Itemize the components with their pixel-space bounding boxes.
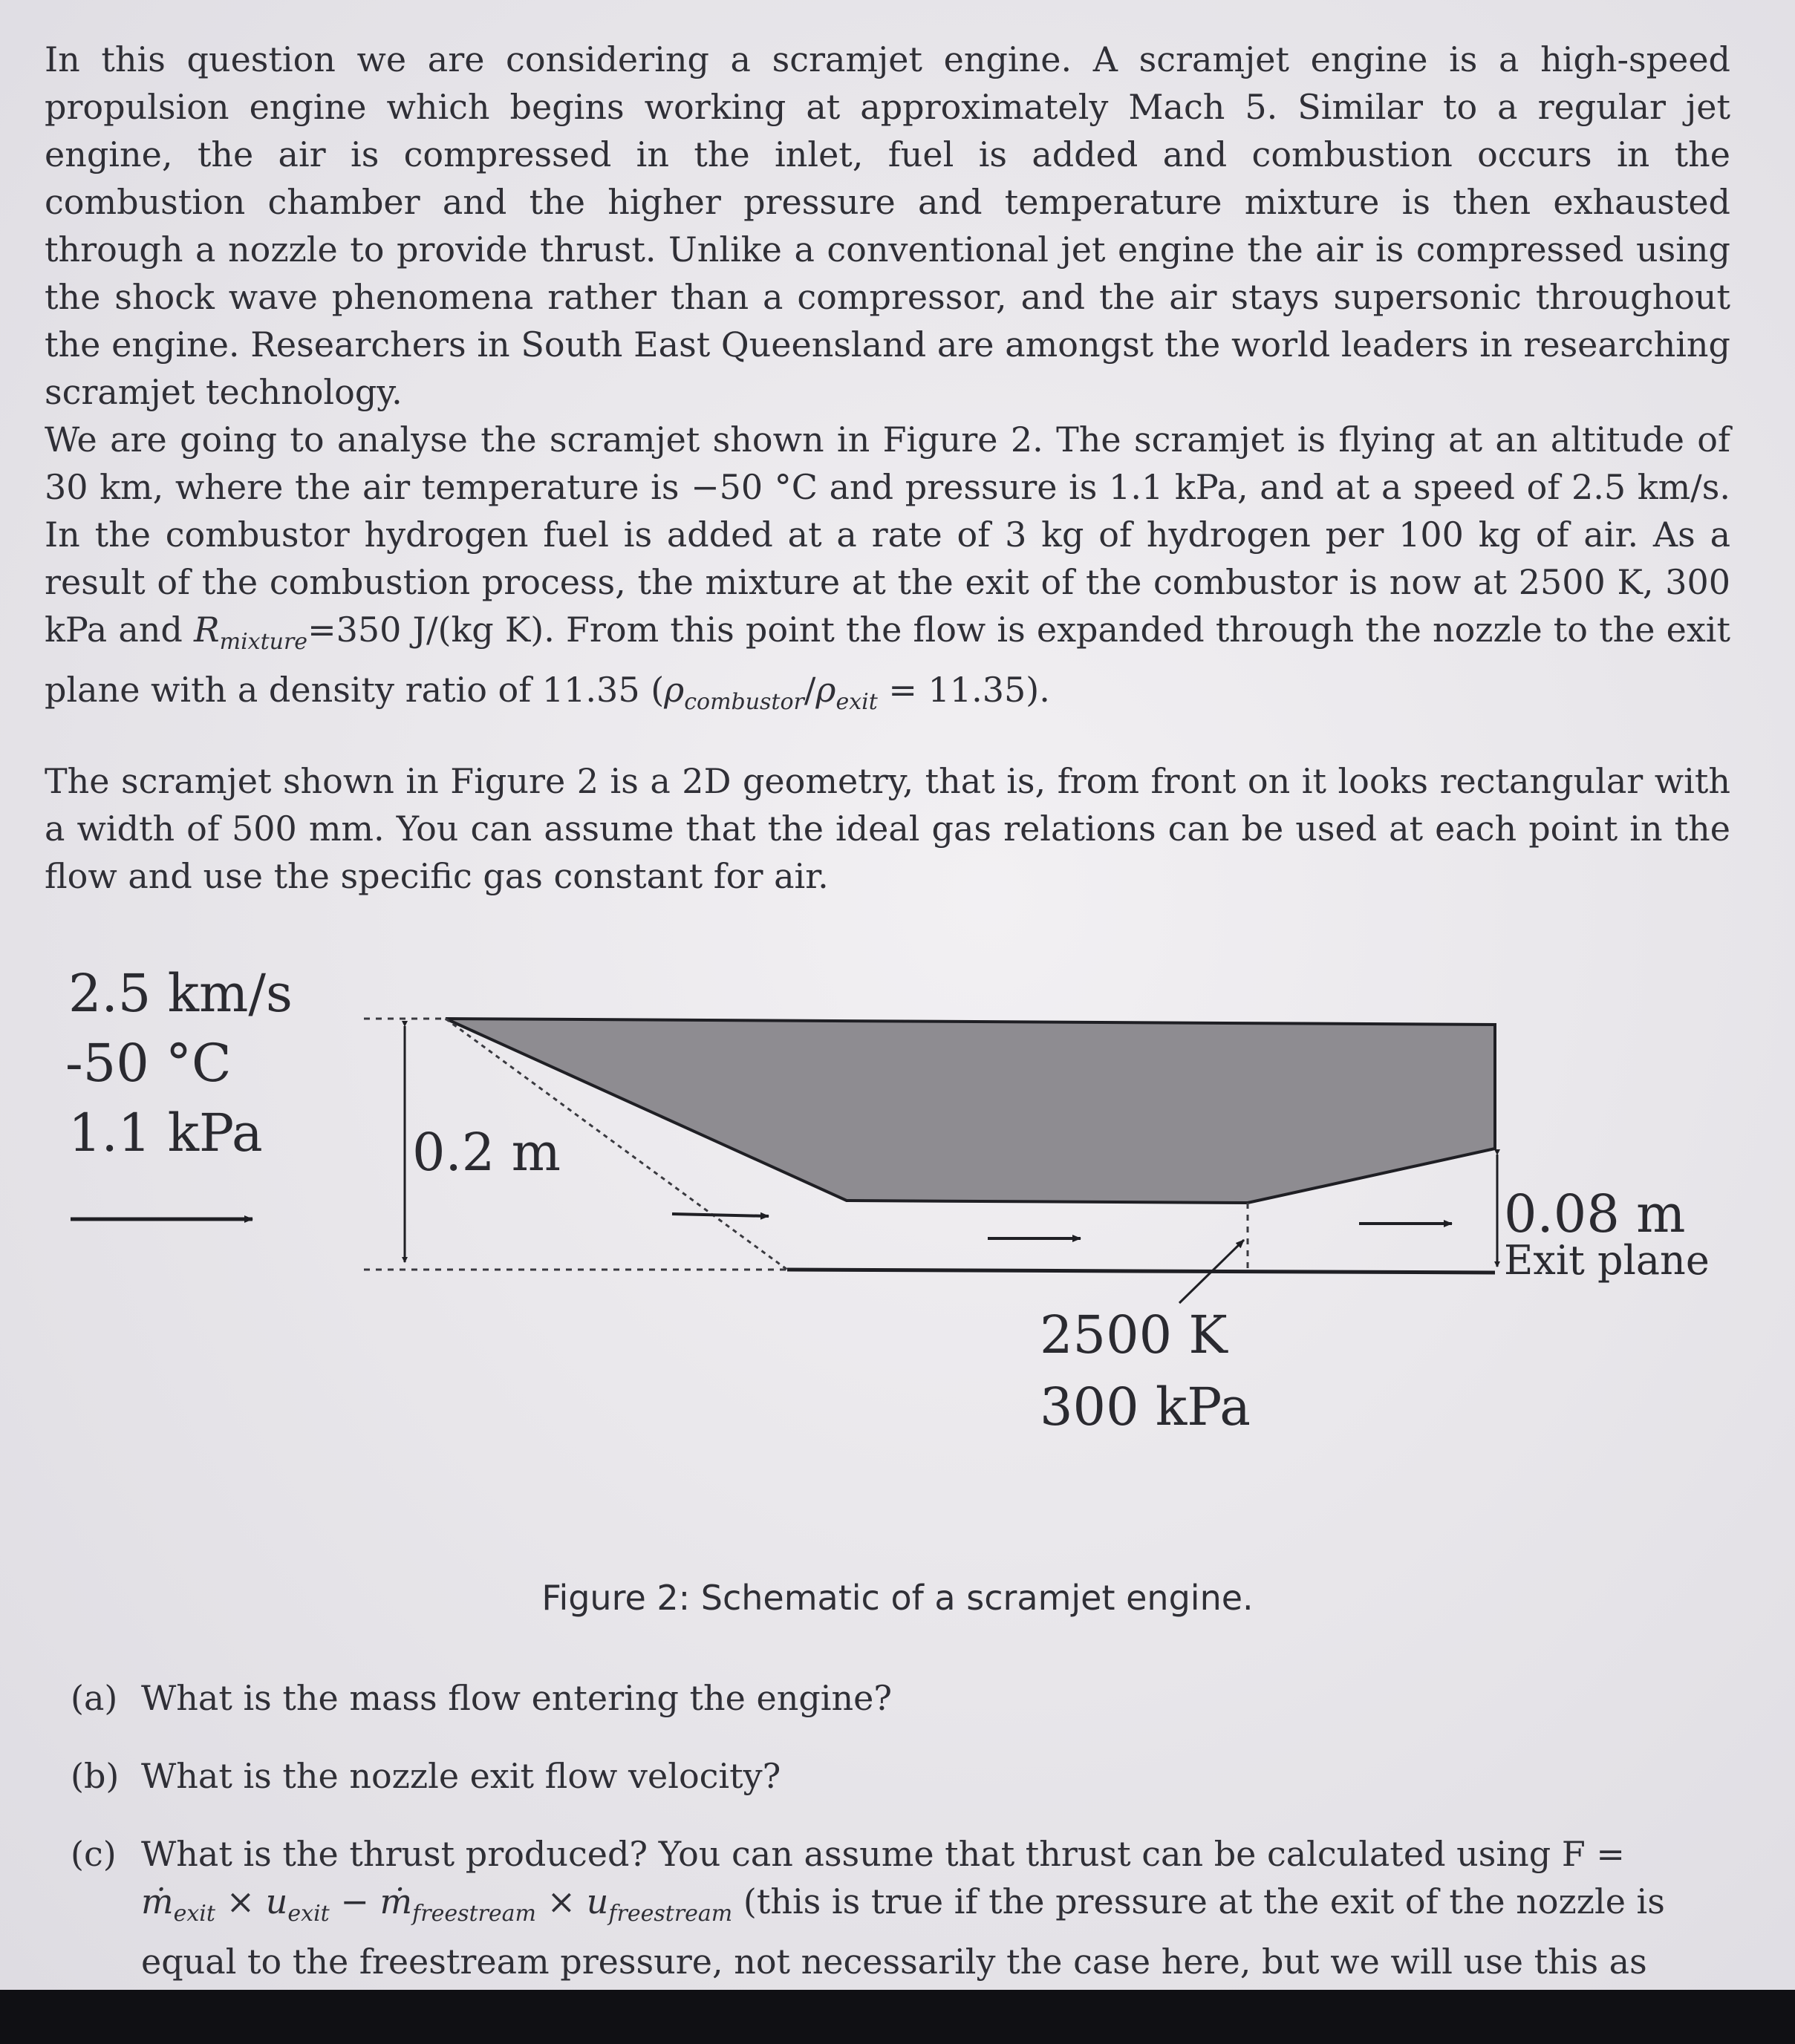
minus-symbol: −: [329, 1881, 380, 1921]
mdot-exit-subscript: exit: [173, 1901, 215, 1927]
r-subscript: mixture: [219, 629, 308, 656]
question-c-letter: (c): [71, 1834, 117, 1874]
p2-text-c: = 11.35).: [877, 670, 1050, 711]
combustor-pressure-label: 300 kPa: [1040, 1377, 1251, 1437]
freestream-speed-label: 2.5 km/s: [68, 963, 293, 1024]
scramjet-figure: [0, 928, 1795, 1485]
times-symbol-1: ×: [215, 1881, 266, 1921]
exit-height-label: 0.08 m: [1504, 1183, 1686, 1244]
p2-text-b: =350 J/(kg K). From this point the flow is expanded through the nozzle to the exit plane with a density ratio of 11.35 (: [45, 610, 1730, 711]
rho-subscript-1: combustor: [684, 689, 804, 716]
times-symbol-2: ×: [535, 1881, 587, 1921]
intro-paragraph-3: The scramjet shown in Figure 2 is a 2D geometry, that is, from front on it looks rectangular with a width of 500 mm. You can assume that the ideal gas relations can be used at each point in the flow and use the specific gas constant for air.: [45, 761, 1730, 896]
intro-paragraph-2: [45, 416, 1730, 726]
question-c-text-2: (this is true if the pressure at the exit of the nozzle is equal to the freestream pressure, not necessarily the case here, but we will use this as: [141, 1881, 1665, 1982]
question-a-text: What is the mass flow entering the engine?: [141, 1678, 893, 1718]
rho-symbol-1: ρ: [664, 670, 685, 711]
question-b-text: What is the nozzle exit flow velocity?: [141, 1756, 781, 1796]
u-freestream-subscript: freestream: [608, 1901, 733, 1927]
freestream-temp-label: -50 °C: [65, 1033, 232, 1094]
exit-plane-label: Exit plane: [1504, 1237, 1710, 1284]
mdot-freestream-symbol: ṁ: [379, 1881, 413, 1921]
question-b-letter: (b): [71, 1756, 120, 1796]
u-exit-symbol: u: [265, 1881, 288, 1921]
question-a: [71, 1674, 1704, 1722]
rho-symbol-2: ρ: [815, 670, 836, 711]
intro-paragraph-1: In this question we are considering a scramjet engine. A scramjet engine is a high-speed propulsion engine which begins working at approximately Mach 5. Similar to a regular jet engine, the air is compressed in the inlet, fuel is added and combustion occurs in the combustion chamber and the higher pressure and temperature mixture is then exhausted through a nozzle to provide thrust. Unlike a conventional jet engine the air is compressed using the shock wave phenomena rather than a compressor, and the air stays supersonic throughout the engine. Researchers in South East Queensland are amongst the world leaders in researching scramjet technology.: [45, 39, 1730, 412]
u-freestream-symbol: u: [586, 1881, 609, 1921]
question-a-letter: (a): [71, 1678, 118, 1718]
rho-subscript-2: exit: [835, 689, 878, 716]
r-symbol: R: [193, 610, 220, 650]
freestream-pressure-label: 1.1 kPa: [68, 1103, 263, 1163]
p2-text-a: We are going to analyse the scramjet shown in Figure 2. The scramjet is flying at an altitude of 30 km, where the air temperature is −50 °C and pressure is 1.1 kPa, and at a speed of 2.5 km/s. In the combustor hydrogen fuel is added at a rate of 3 kg of hydrogen per 100 kg of air. As a result of the combustion process, the mixture at the exit of the combustor is now at 2500 K, 300 kPa and: [45, 419, 1730, 650]
engine-bottom-wall: [787, 1270, 1495, 1273]
inlet-height-label: 0.2 m: [412, 1122, 561, 1183]
engine-body: [446, 1019, 1495, 1203]
u-exit-subscript: exit: [287, 1901, 330, 1927]
inlet-flow-arrow: [672, 1214, 769, 1216]
question-c-text-1: What is the thrust produced? You can assume that thrust can be calculated using F =: [141, 1834, 1625, 1874]
combustor-temp-label: 2500 K: [1040, 1305, 1228, 1365]
ratio-slash: /: [804, 670, 816, 711]
mdot-exit-symbol: ṁ: [141, 1881, 174, 1921]
mdot-freestream-subscript: freestream: [412, 1901, 536, 1927]
question-b: [71, 1752, 1704, 1800]
bottom-screen-edge: [0, 1990, 1795, 2044]
figure-caption: Figure 2: Schematic of a scramjet engine.: [541, 1578, 1254, 1618]
